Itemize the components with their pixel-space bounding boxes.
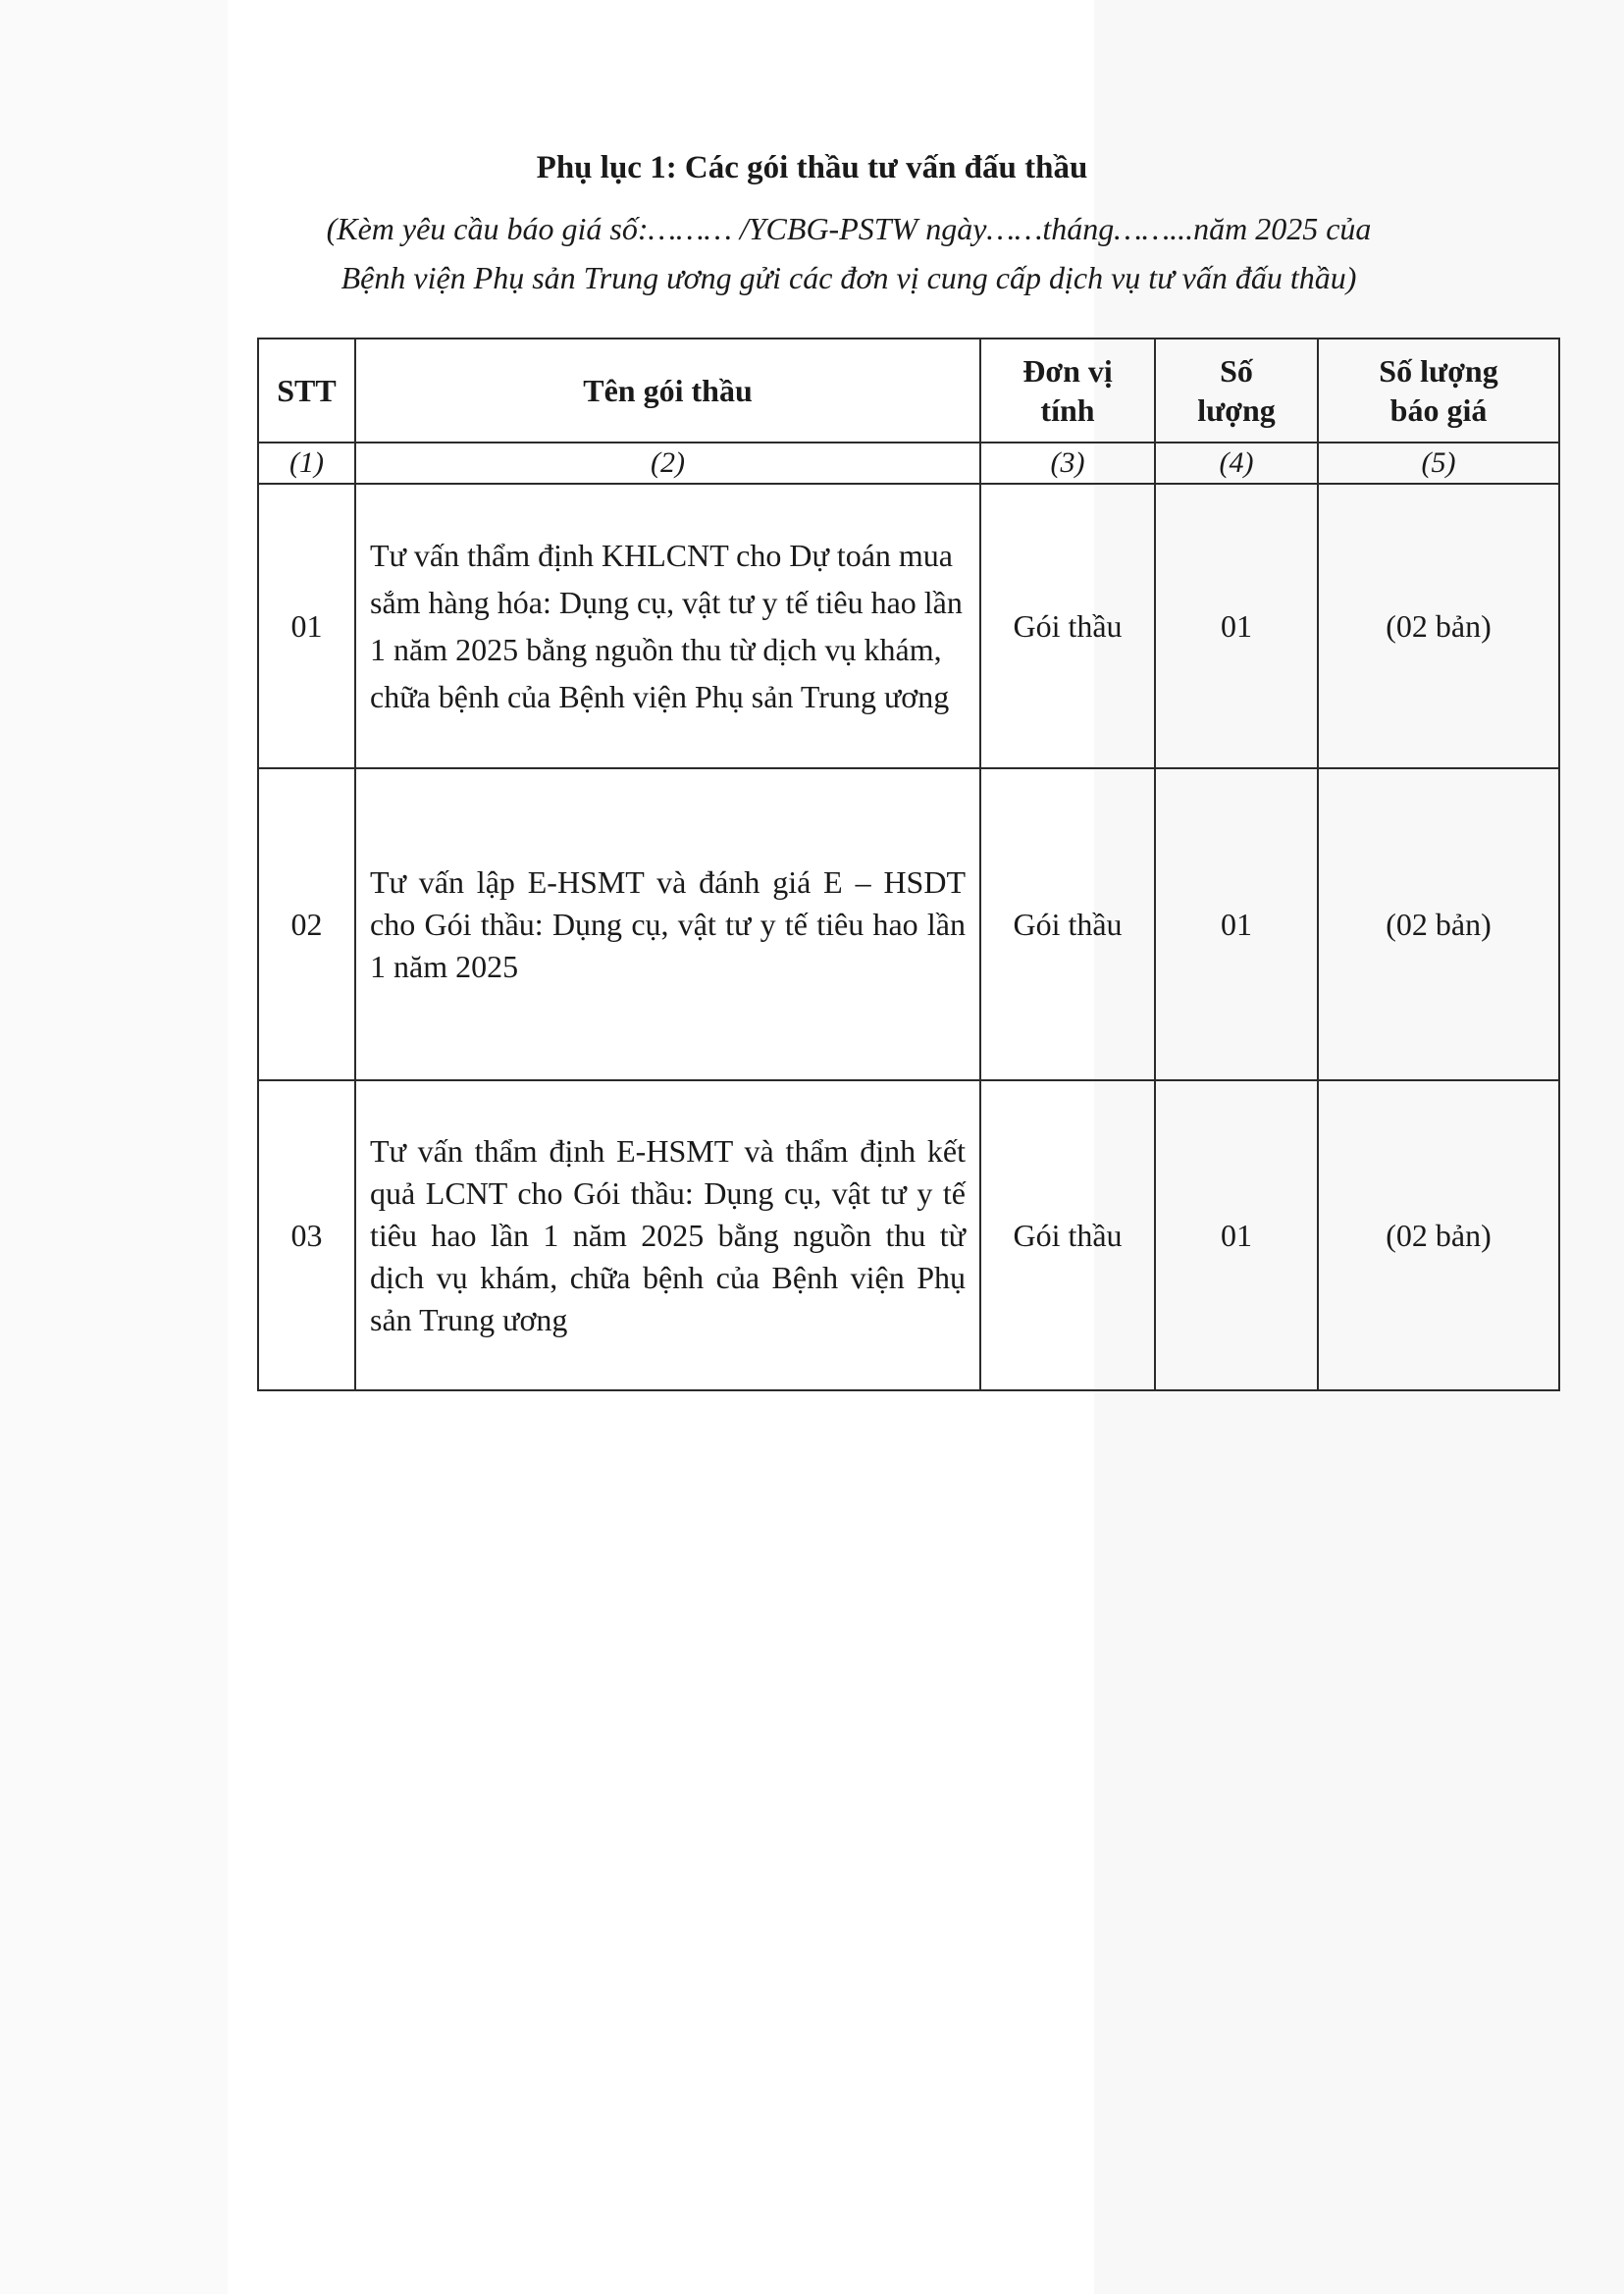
row-quote-copies: (02 bản) <box>1318 484 1559 768</box>
header-quantity-line-1: Số <box>1220 353 1253 389</box>
column-number: (3) <box>980 443 1155 484</box>
table-row <box>258 484 1559 768</box>
header-package-name: Tên gói thầu <box>355 339 980 443</box>
table-header-row <box>258 339 1559 443</box>
column-number: (4) <box>1155 443 1318 484</box>
document-title: Phụ lục 1: Các gói thầu tư vấn đấu thầu <box>536 150 1088 185</box>
row-quote-copies: (02 bản) <box>1318 1080 1559 1390</box>
header-quote-copies <box>1318 339 1559 443</box>
header-quote-copies-line-2: báo giá <box>1389 392 1488 428</box>
row-package-name: Tư vấn thẩm định E-HSMT và thẩm định kết quả LCNT cho Gói thầu: Dụng cụ, vật tư y tế tiêu hao lần 1 năm 2025 bằng nguồn thu từ dịch vụ khám, chữa bệnh của Bệnh viện Phụ sản Trung ương <box>355 1080 980 1390</box>
row-quantity: 01 <box>1155 484 1318 768</box>
header-unit-line-1: Đơn vị <box>1022 353 1113 389</box>
row-quantity: 01 <box>1155 1080 1318 1390</box>
column-number: (5) <box>1318 443 1559 484</box>
bid-package-table <box>257 338 1560 1391</box>
row-quote-copies: (02 bản) <box>1318 768 1559 1080</box>
document-subtitle <box>245 204 1452 302</box>
header-quantity <box>1155 339 1318 443</box>
header-quantity-line-2: lượng <box>1197 392 1276 428</box>
row-package-name: Tư vấn lập E-HSMT và đánh giá E – HSDT cho Gói thầu: Dụng cụ, vật tư y tế tiêu hao lần 1 năm 2025 <box>355 768 980 1080</box>
row-unit: Gói thầu <box>980 768 1155 1080</box>
header-stt: STT <box>258 339 355 443</box>
row-stt: 03 <box>258 1080 355 1390</box>
row-stt: 01 <box>258 484 355 768</box>
row-quantity: 01 <box>1155 768 1318 1080</box>
row-unit: Gói thầu <box>980 1080 1155 1390</box>
table-row <box>258 1080 1559 1390</box>
row-stt: 02 <box>258 768 355 1080</box>
row-package-name: Tư vấn thẩm định KHLCNT cho Dự toán mua sắm hàng hóa: Dụng cụ, vật tư y tế tiêu hao lần 1 năm 2025 bằng nguồn thu từ dịch vụ khám, chữa bệnh của Bệnh viện Phụ sản Trung ương <box>355 484 980 768</box>
column-number: (1) <box>258 443 355 484</box>
header-quote-copies-line-1: Số lượng <box>1379 353 1498 389</box>
header-unit-line-2: tính <box>1040 392 1095 428</box>
table-row <box>258 768 1559 1080</box>
column-number-row <box>258 443 1559 484</box>
column-number: (2) <box>355 443 980 484</box>
subtitle-line-2: Bệnh viện Phụ sản Trung ương gửi các đơn vị cung cấp dịch vụ tư vấn đấu thầu) <box>341 260 1357 295</box>
row-unit: Gói thầu <box>980 484 1155 768</box>
subtitle-line-1: (Kèm yêu cầu báo giá số:……… /YCBG-PSTW ngày……tháng……...năm 2025 của <box>326 211 1372 246</box>
header-unit <box>980 339 1155 443</box>
